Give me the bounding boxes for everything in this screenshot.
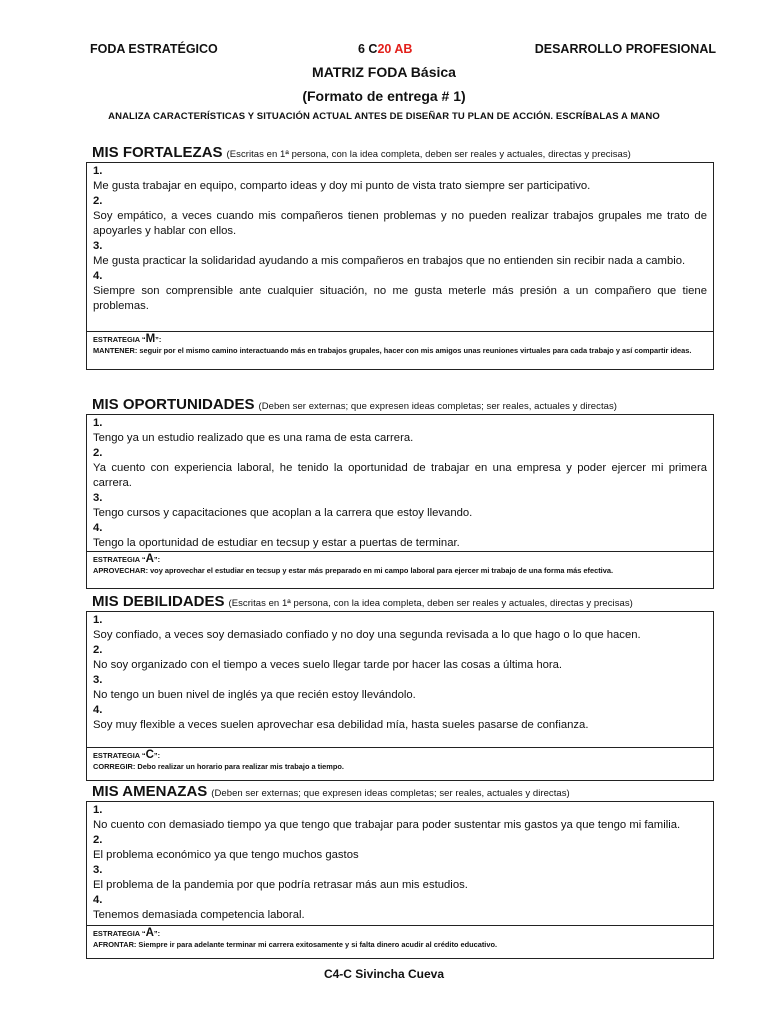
strategy-letter: M: [145, 333, 156, 345]
amenazas-subtitle: (Deben ser externas; que expresen ideas completas; ser reales, actuales y directas): [211, 788, 570, 799]
item-text: El problema de la pandemia por que podría retrasar más aun mis estudios.: [93, 879, 468, 891]
oportunidades-title: MIS OPORTUNIDADES: [92, 396, 255, 413]
oportunidades-items: [87, 415, 713, 552]
main-title: MATRIZ FODA Básica: [312, 64, 456, 80]
strategy-description: [93, 345, 707, 356]
item-number: 1.: [93, 165, 103, 177]
list-item: [93, 803, 707, 833]
amenazas-title: MIS AMENAZAS: [92, 783, 208, 800]
list-item: [93, 833, 707, 863]
item-number: 4.: [93, 270, 103, 282]
strategy-text: : Siempre ir para adelante terminar mi carrera exitosamente y si falta dinero acudir al crédito educativo.: [133, 940, 498, 949]
item-text: Tengo ya un estudio realizado que es una rama de esta carrera.: [93, 432, 414, 444]
strategy-description: [93, 565, 707, 576]
strategy-text: : Debo realizar un horario para realizar mis trabajo a tiempo.: [132, 762, 344, 771]
instruction-text: ANALIZA CARACTERÍSTICAS Y SITUACIÓN ACTUAL ANTES DE DISEÑAR TU PLAN DE ACCIÓN. ESCRÍBALAS A MANO: [108, 111, 660, 122]
item-text: Siempre son comprensible ante cualquier situación, no me gusta meterle más presión a un compañero que tiene problemas.: [93, 285, 707, 312]
item-number: 1.: [93, 417, 103, 429]
strategy-letter: C: [145, 749, 154, 761]
header-left: FODA ESTRATÉGICO: [90, 42, 218, 56]
oportunidades-heading: [92, 396, 617, 413]
item-number: 3.: [93, 240, 103, 252]
strategy-text: : voy aprovechar el estudiar en tecsup y estar más preparado en mi campo laboral para ejercer mi trabajo de una forma más efectiva.: [145, 566, 614, 575]
strategy-label: [93, 554, 707, 565]
strategy-word: APROVECHAR: [93, 566, 146, 575]
strategy-label-end: ”:: [153, 555, 161, 564]
list-item: [93, 269, 707, 314]
item-number: 1.: [93, 804, 103, 816]
fortalezas-subtitle: (Escritas en 1ª persona, con la idea completa, deben ser reales y actuales, directas y precisas): [226, 149, 631, 160]
item-number: 3.: [93, 674, 103, 686]
debilidades-heading: [92, 593, 633, 610]
list-item: [93, 416, 707, 446]
strategy-label: [93, 928, 707, 939]
format-title: (Formato de entrega # 1): [302, 88, 466, 104]
strategy-label-text: ESTRATEGIA “: [93, 929, 146, 938]
item-text: No cuento con demasiado tiempo ya que tengo que trabajar para poder sustentar mis gastos ya que tengo mi familia.: [93, 819, 681, 831]
item-number: 2.: [93, 447, 103, 459]
amenazas-items: [87, 802, 713, 926]
list-item: [93, 643, 707, 673]
item-number: 1.: [93, 614, 103, 626]
debilidades-subtitle: (Escritas en 1ª persona, con la idea completa, deben ser reales y actuales, directas y precisas): [228, 598, 633, 609]
debilidades-items: [87, 612, 713, 748]
list-item: [93, 239, 707, 269]
list-item: [93, 893, 707, 923]
oportunidades-box: [86, 414, 714, 589]
header-center-red: 20 AB: [377, 42, 413, 56]
item-text: No soy organizado con el tiempo a veces suelo llegar tarde por hacer las cosas a última hora.: [93, 659, 563, 671]
strategy-label-end: ”:: [153, 929, 161, 938]
item-number: 3.: [93, 864, 103, 876]
item-text: No tengo un buen nivel de inglés ya que recién estoy llevándolo.: [93, 689, 416, 701]
header-center-prefix: 6 C: [358, 42, 378, 56]
item-number: 2.: [93, 195, 103, 207]
strategy-label-end: ”:: [153, 751, 161, 760]
debilidades-box: [86, 611, 714, 781]
oportunidades-subtitle: (Deben ser externas; que expresen ideas completas; ser reales, actuales y directas): [258, 401, 617, 412]
item-text: Soy muy flexible a veces suelen aprovechar esa debilidad mía, hasta sueles pasarse de confianza.: [93, 719, 589, 731]
strategy-word: CORREGIR: [93, 762, 133, 771]
strategy-word: AFRONTAR: [93, 940, 134, 949]
item-number: 3.: [93, 492, 103, 504]
strategy-letter: A: [145, 927, 154, 939]
strategy-word: MANTENER: [93, 346, 135, 355]
item-text: Tengo cursos y capacitaciones que acoplan a la carrera que estoy llevando.: [93, 507, 473, 519]
strategy-letter: A: [145, 553, 154, 565]
item-number: 4.: [93, 704, 103, 716]
strategy-label: [93, 750, 707, 761]
list-item: [93, 521, 707, 551]
strategy-label-text: ESTRATEGIA “: [93, 555, 146, 564]
item-number: 4.: [93, 894, 103, 906]
list-item: [93, 863, 707, 893]
list-item: [93, 613, 707, 643]
fortalezas-heading: [92, 144, 631, 161]
amenazas-strategy: [87, 926, 713, 950]
item-text: El problema económico ya que tengo muchos gastos: [93, 849, 359, 861]
header-right: DESARROLLO PROFESIONAL: [534, 42, 716, 56]
item-text: Ya cuento con experiencia laboral, he tenido la oportunidad de trabajar en una empresa y poder ejercer mi primera carrera.: [93, 462, 707, 489]
page-footer: C4-C Sivincha Cueva: [323, 967, 445, 981]
page-header: [90, 42, 716, 60]
list-item: [93, 703, 707, 733]
fortalezas-box: [86, 162, 714, 370]
item-number: 4.: [93, 522, 103, 534]
item-text: Me gusta practicar la solidaridad ayudando a mis compañeros en trabajos que no entienden sin recibir nada a cambio.: [93, 255, 686, 267]
oportunidades-strategy: [87, 552, 713, 576]
strategy-label-end: ”:: [155, 335, 162, 344]
list-item: [93, 194, 707, 239]
strategy-label-text: ESTRATEGIA “: [93, 335, 146, 344]
amenazas-box: [86, 801, 714, 959]
fortalezas-strategy: [87, 332, 713, 356]
list-item: [93, 491, 707, 521]
debilidades-strategy: [87, 748, 713, 772]
item-text: Tenemos demasiada competencia laboral.: [93, 909, 305, 921]
fortalezas-title: MIS FORTALEZAS: [92, 144, 223, 161]
debilidades-title: MIS DEBILIDADES: [92, 593, 225, 610]
strategy-text: : seguir por el mismo camino interactuando más en trabajos grupales, hacer con mis amigos unas reuniones virtuales para cada trabajo y así compartir ideas.: [134, 346, 692, 355]
item-number: 2.: [93, 644, 103, 656]
item-number: 2.: [93, 834, 103, 846]
item-text: Me gusta trabajar en equipo, comparto ideas y doy mi punto de vista trato siempre ser participativo.: [93, 180, 591, 192]
strategy-label: [93, 334, 707, 345]
fortalezas-items: [87, 163, 713, 332]
strategy-description: [93, 939, 707, 950]
list-item: [93, 446, 707, 491]
strategy-description: [93, 761, 707, 772]
strategy-label-text: ESTRATEGIA “: [93, 751, 146, 760]
amenazas-heading: [92, 783, 570, 800]
list-item: [93, 673, 707, 703]
item-text: Soy confiado, a veces soy demasiado confiado y no doy una segunda revisada a lo que hago o lo que hacen.: [93, 629, 641, 641]
list-item: [93, 164, 707, 194]
item-text: Soy empático, a veces cuando mis compañeros tienen problemas y no pueden realizar trabajos grupales me trato de apoyarles y hablar con ellos.: [93, 210, 707, 237]
header-center: [358, 42, 412, 56]
item-text: Tengo la oportunidad de estudiar en tecsup y estar a puertas de terminar.: [93, 537, 460, 549]
